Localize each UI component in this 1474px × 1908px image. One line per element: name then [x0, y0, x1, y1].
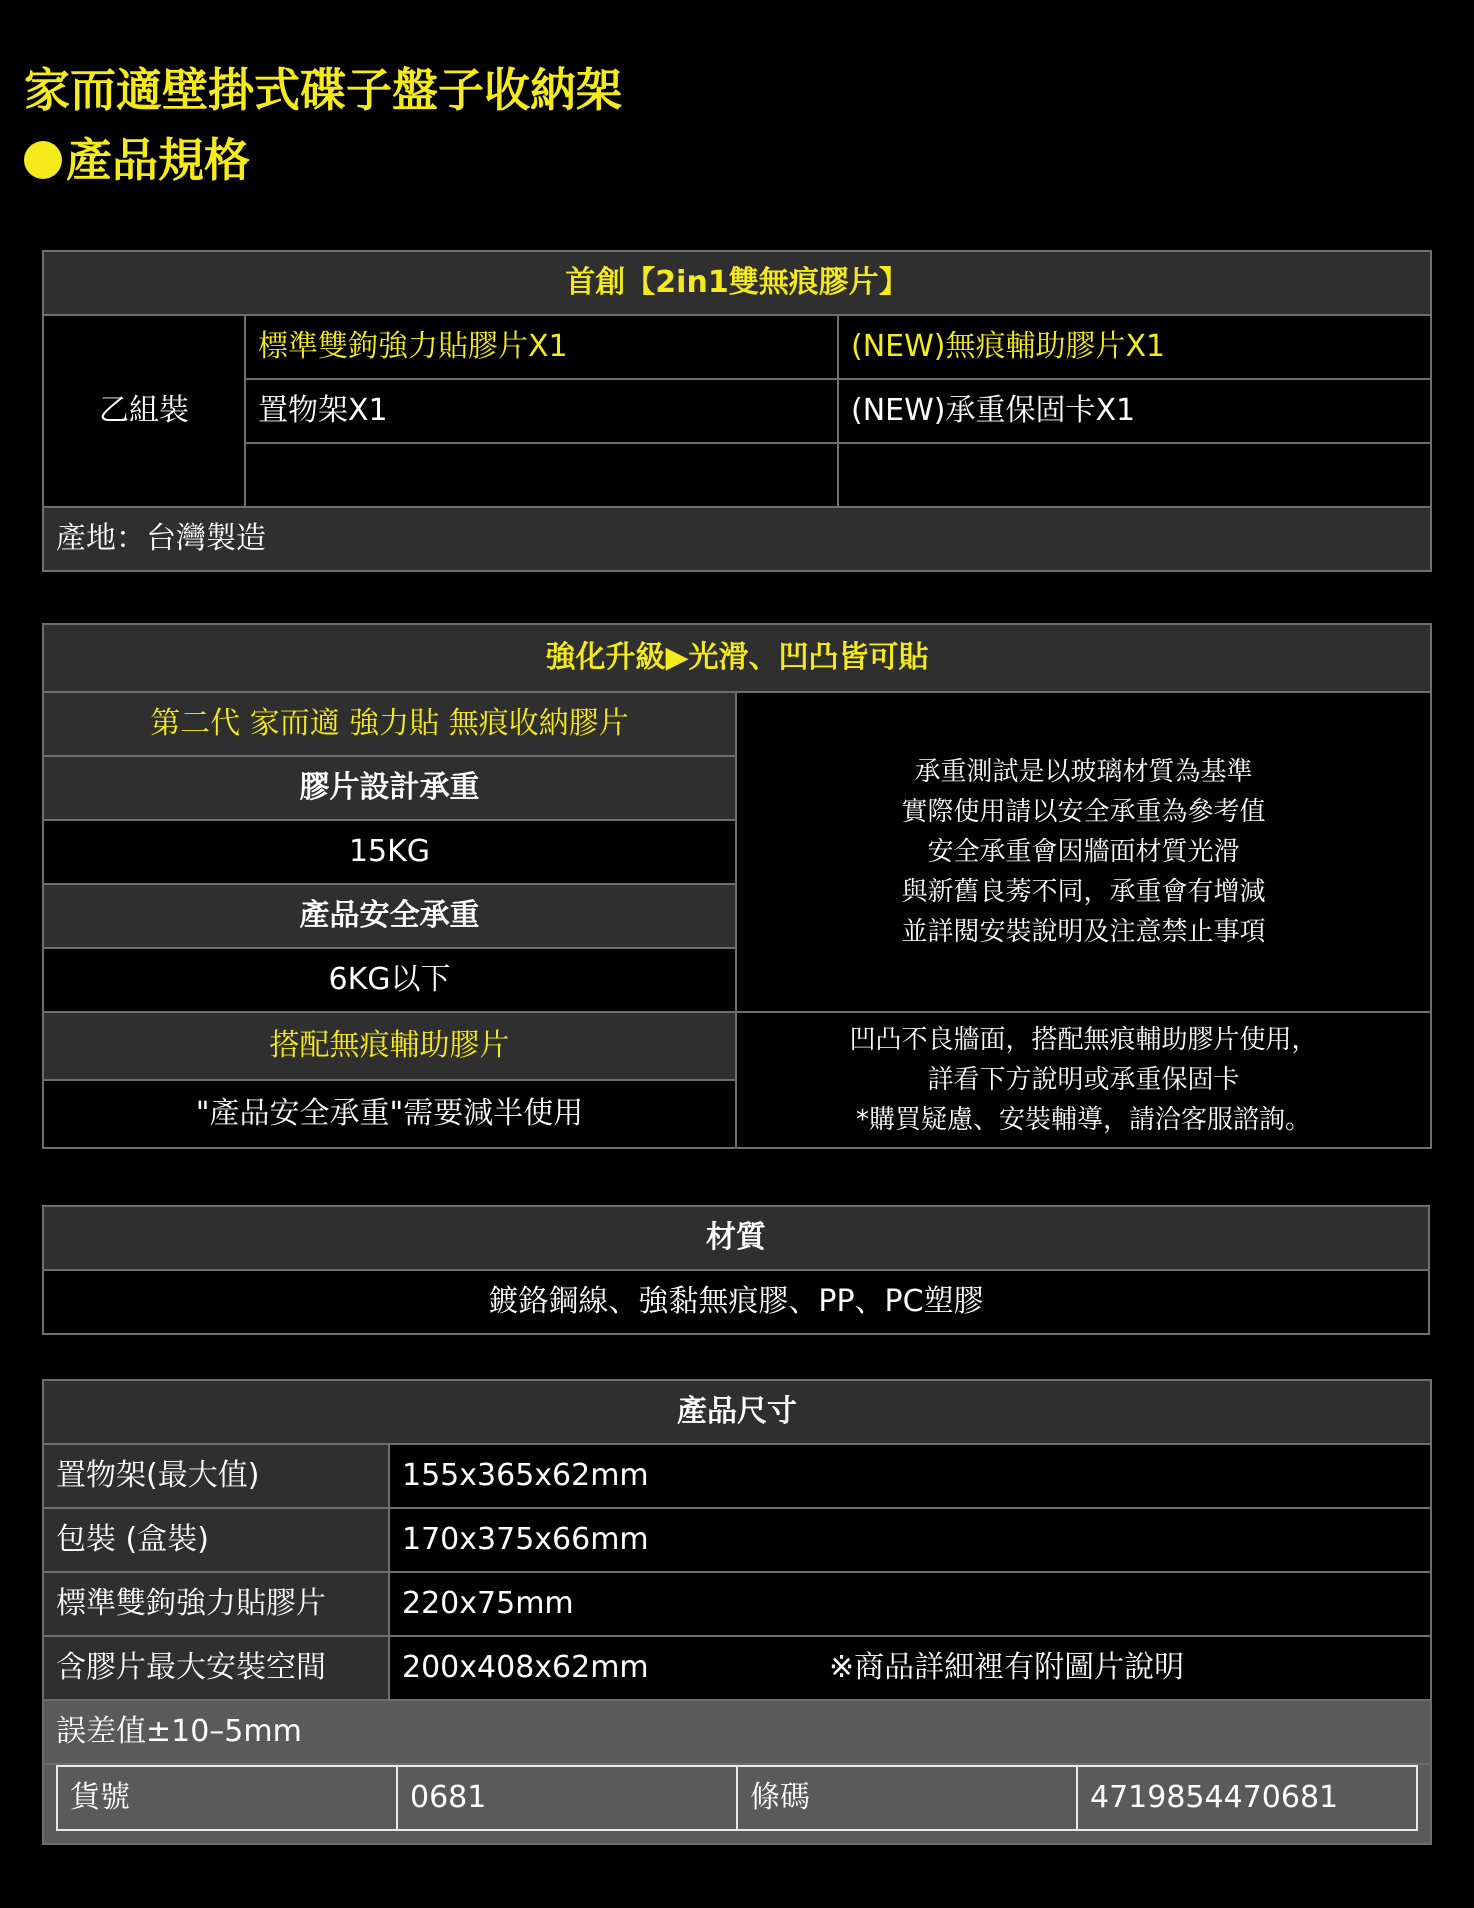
kit-item: (NEW)承重保固卡X1 — [838, 379, 1431, 443]
material-table — [42, 1205, 1430, 1335]
barcode-label: 條碼 — [737, 1766, 1077, 1830]
dim-label: 置物架(最大值) — [43, 1444, 389, 1508]
item-no-label: 貨號 — [57, 1766, 397, 1830]
tolerance: 誤差值±10–5mm — [43, 1700, 1431, 1764]
load-note — [736, 692, 1431, 1012]
origin: 產地：台灣製造 — [43, 507, 1431, 571]
assist-note — [736, 1012, 1431, 1148]
dim-value: 220x75mm — [389, 1572, 1431, 1636]
note-line: 承重測試是以玻璃材質為基準 — [914, 757, 1253, 787]
material-value: 鍍鉻鋼線、強黏無痕膠、PP、PC塑膠 — [43, 1270, 1429, 1334]
page-title: 家而適壁掛式碟子盤子收納架 — [24, 63, 622, 117]
dim-label: 含膠片最大安裝空間 — [43, 1636, 389, 1700]
bullet-dot-icon — [24, 141, 62, 179]
dim-note: ※商品詳細裡有附圖片說明 — [817, 1636, 1431, 1700]
kit-header: 首創【2in1雙無痕膠片】 — [43, 251, 1431, 315]
assist-value: "產品安全承重"需要減半使用 — [43, 1080, 736, 1148]
dim-value: 200x408x62mm — [389, 1636, 817, 1700]
codes-table — [56, 1765, 1418, 1831]
note-line: 詳看下方說明或承重保固卡 — [927, 1065, 1240, 1095]
safe-load-value: 6KG以下 — [43, 948, 736, 1012]
load-table — [42, 623, 1432, 1149]
design-load-label: 膠片設計承重 — [43, 756, 736, 820]
upgrade-header: 強化升級▶光滑、凹凸皆可貼 — [43, 624, 1431, 692]
dimensions-header: 產品尺寸 — [43, 1380, 1431, 1444]
kit-table — [42, 250, 1432, 572]
note-line: 與新舊良莠不同，承重會有增減 — [901, 877, 1266, 907]
section-heading-label: 產品規格 — [66, 133, 250, 187]
note-line: *購買疑慮、安裝輔導，請洽客服諮詢。 — [856, 1105, 1312, 1135]
note-line: 實際使用請以安全承重為參考值 — [901, 797, 1266, 827]
section-heading — [24, 130, 250, 190]
dim-label: 包裝 (盒裝) — [43, 1508, 389, 1572]
design-load-value: 15KG — [43, 820, 736, 884]
kit-item: 置物架X1 — [245, 379, 838, 443]
gen-label: 第二代 家而適 強力貼 無痕收納膠片 — [43, 692, 736, 756]
kit-item: (NEW)無痕輔助膠片X1 — [838, 315, 1431, 379]
dim-value: 155x365x62mm — [389, 1444, 1431, 1508]
barcode-value: 4719854470681 — [1077, 1766, 1417, 1830]
dim-value: 170x375x66mm — [389, 1508, 1431, 1572]
codes-wrap — [43, 1764, 1431, 1844]
dim-label: 標準雙鉤強力貼膠片 — [43, 1572, 389, 1636]
note-line: 並詳閱安裝說明及注意禁止事項 — [901, 917, 1266, 947]
material-header: 材質 — [43, 1206, 1429, 1270]
item-no-value: 0681 — [397, 1766, 737, 1830]
safe-load-label: 產品安全承重 — [43, 884, 736, 948]
note-line: 安全承重會因牆面材質光滑 — [927, 837, 1240, 867]
kit-item: 標準雙鉤強力貼膠片X1 — [245, 315, 838, 379]
dimensions-table — [42, 1379, 1432, 1845]
kit-item-empty — [245, 443, 838, 507]
kit-set-label: 乙組裝 — [43, 315, 245, 507]
assist-label: 搭配無痕輔助膠片 — [43, 1012, 736, 1080]
kit-item-empty — [838, 443, 1431, 507]
note-line: 凹凸不良牆面，搭配無痕輔助膠片使用， — [849, 1025, 1318, 1055]
